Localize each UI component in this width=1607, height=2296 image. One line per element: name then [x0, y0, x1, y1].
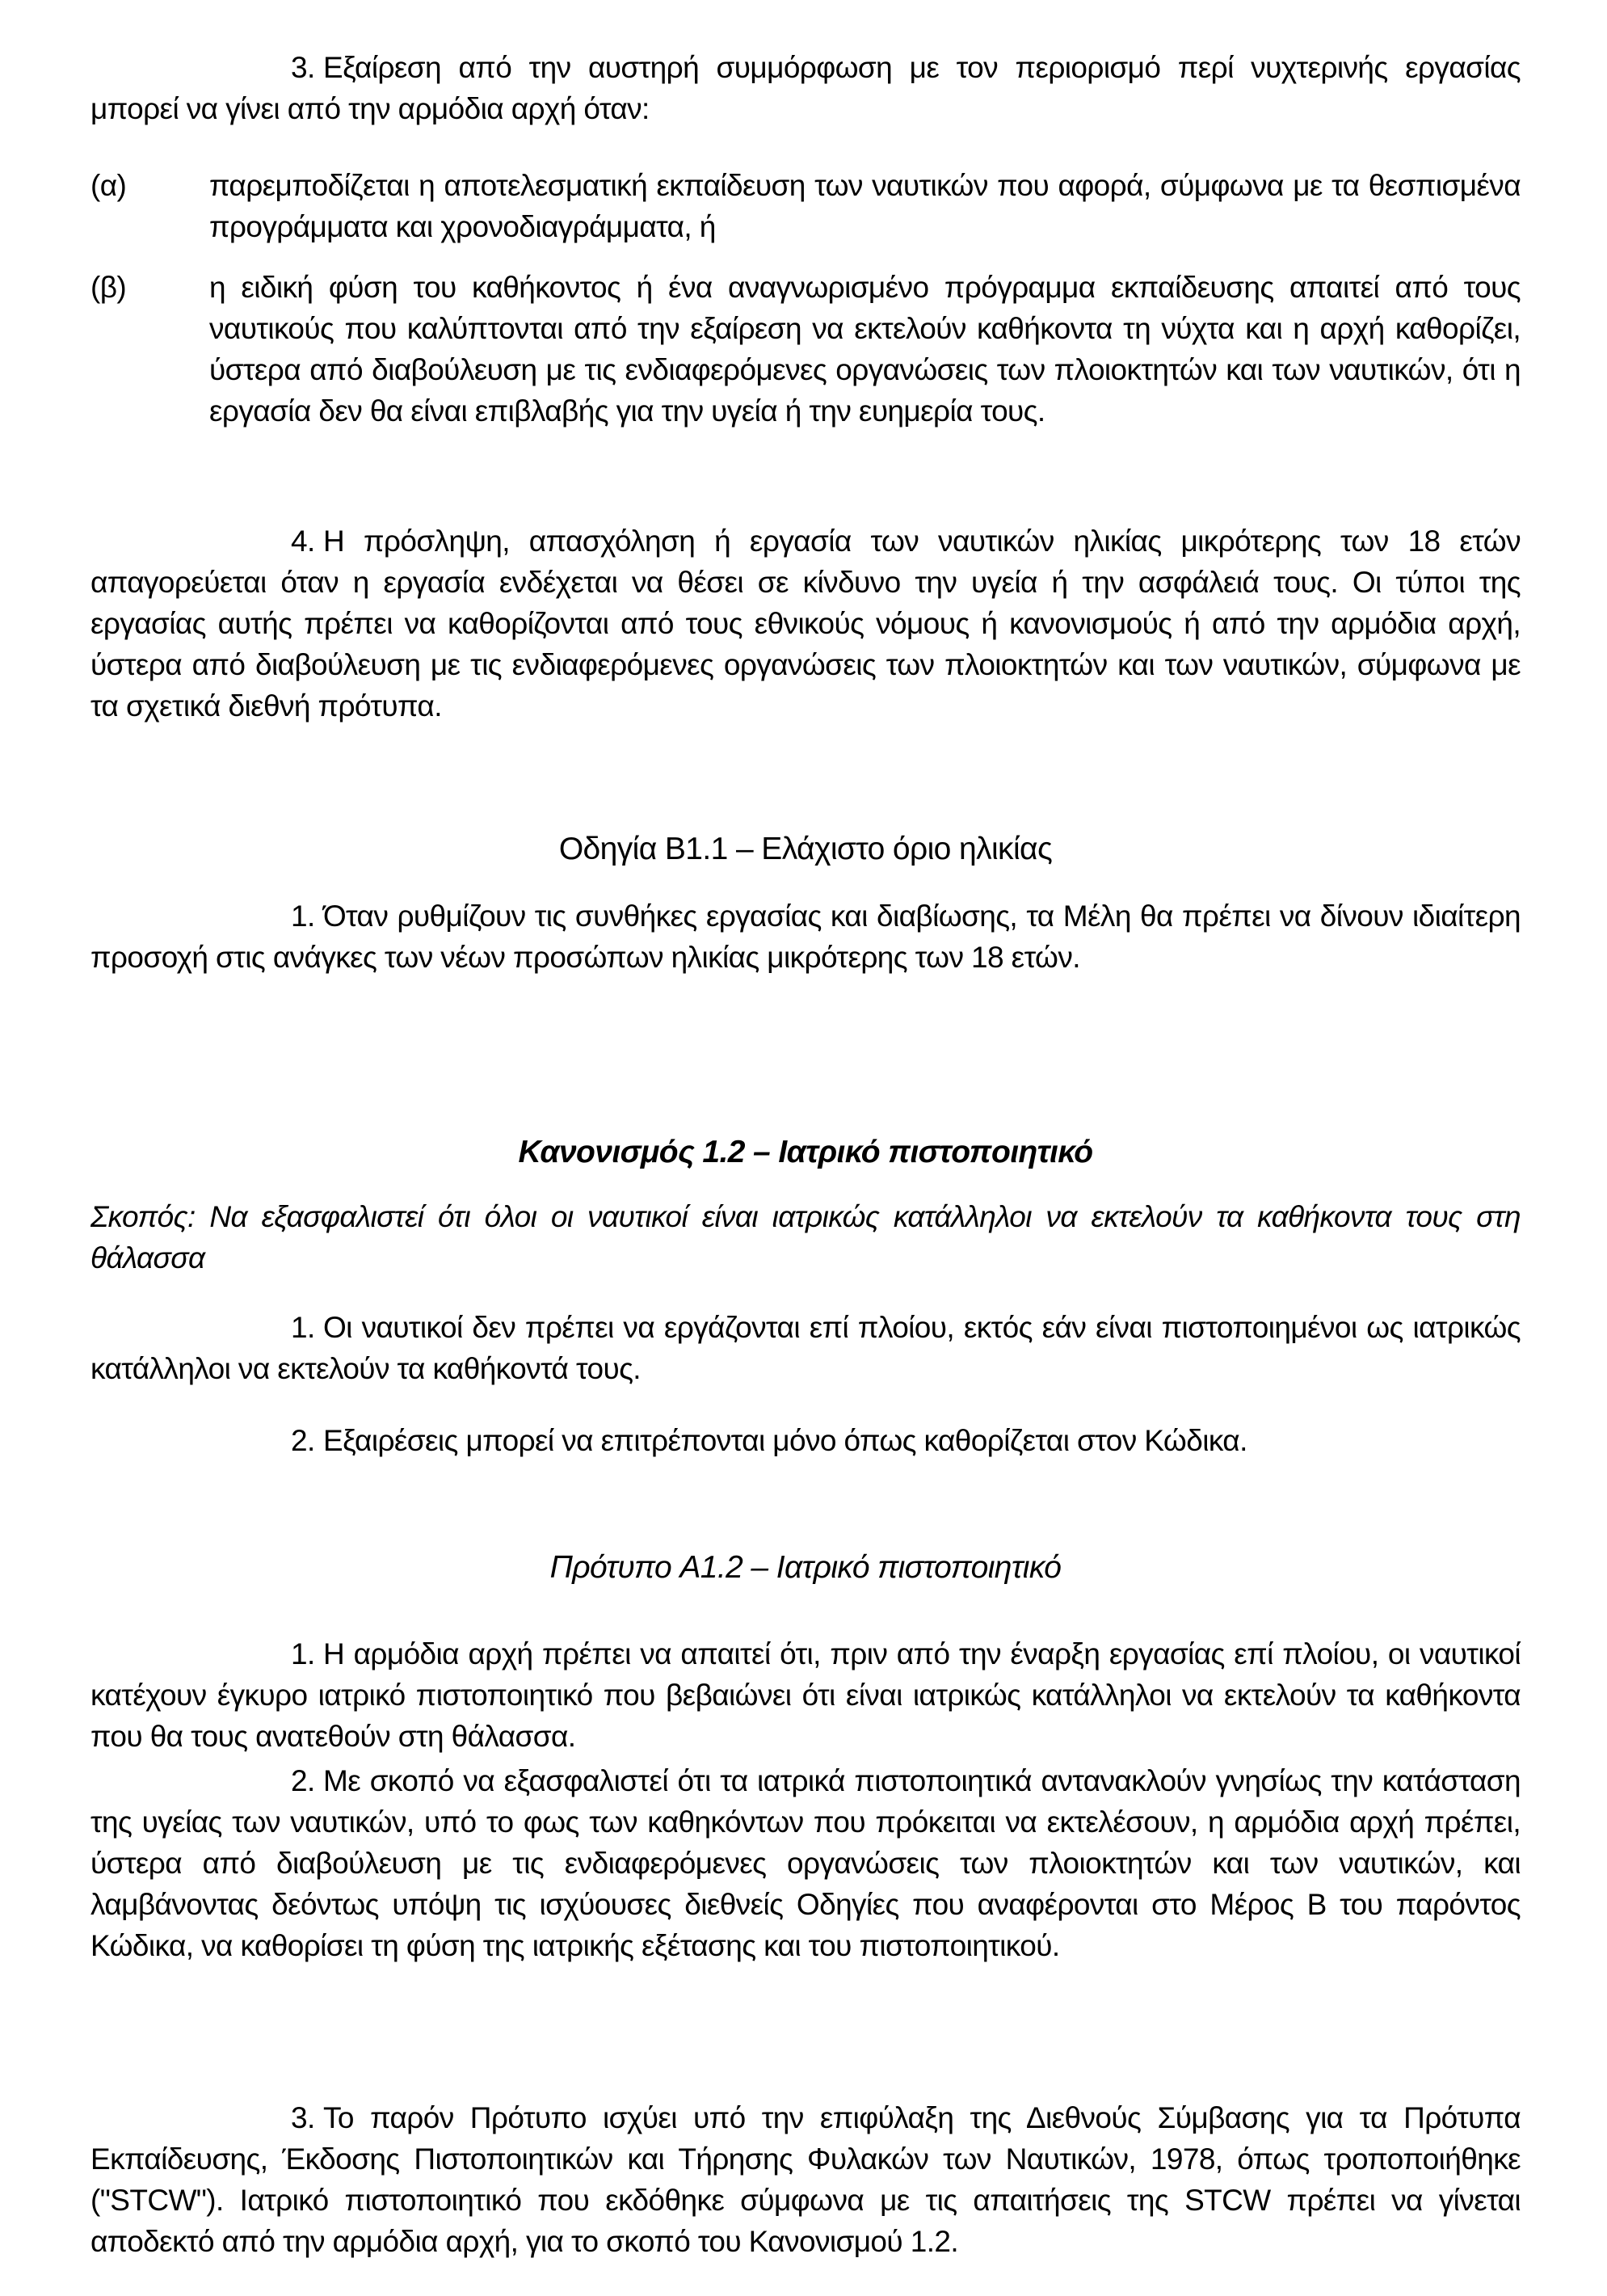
- list-item-a: [90, 165, 1521, 247]
- paragraph-number: 1.: [291, 1311, 315, 1344]
- paragraph-text: Το παρόν Πρότυπο ισχύει υπό την επιφύλαξη της Διεθνούς Σύμβασης για τα Πρότυπα Εκπαίδευσης, Έκδοσης Πιστοποιητικών και Τήρησης Φυλακών των Ναυτικών, 1978, όπως τροποποιήθηκε ("STCW"). Ιατρικό πιστοποιητικό που εκδόθηκε σύμφωνα με τις απαιτήσεις της STCW πρέπει να γίνεται αποδεκτό από την αρμόδια αρχή, για το σκοπό του Κανονισμού 1.2.: [90, 2101, 1521, 2258]
- standard-heading: Πρότυπο A1.2 – Ιατρικό πιστοποιητικό: [549, 1550, 1062, 1585]
- paragraph-text: Όταν ρυθμίζουν τις συνθήκες εργασίας και διαβίωσης, τα Μέλη θα πρέπει να δίνουν ιδιαίτερη προσοχή στις ανάγκες των νέων προσώπων ηλικίας μικρότερης των 18 ετών.: [90, 899, 1521, 974]
- list-item-text: παρεμποδίζεται η αποτελεσματική εκπαίδευση των ναυτικών που αφορά, σύμφωνα με τα θεσπισμένα προγράμματα και χρονοδιαγράμματα, ή: [209, 169, 1521, 243]
- paragraph-text: Με σκοπό να εξασφαλιστεί ότι τα ιατρικά πιστοποιητικά αντανακλούν γνησίως την κατάσταση της υγείας των ναυτικών, υπό το φως των καθηκόντων που πρόκειται να εκτελέσουν, η αρμόδια αρχή πρέπει, ύστερα από διαβούλευση με τις ενδιαφερόμενες οργανώσεις των πλοιοκτητών και των ναυτικών, και λαμβάνοντας δεόντως υπόψη τις ισχύουσες διεθνείς Οδηγίες που αναφέρονται στο Μέρος Β του παρόντος Κώδικα, να καθορίσει τη φύση της ιατρικής εξέτασης και του πιστοποιητικού.: [90, 1764, 1521, 1962]
- regulation-purpose: Σκοπός: Να εξασφαλιστεί ότι όλοι οι ναυτικοί είναι ιατρικώς κατάλληλοι να εκτελούν τα καθήκοντα τους στη θάλασσα: [90, 1200, 1521, 1274]
- list-item-text: η ειδική φύση του καθήκοντος ή ένα αναγνωρισμένο πρόγραμμα εκπαίδευσης απαιτεί από τους ναυτικούς που καλύπτονται από την εξαίρεση να εκτελούν καθήκοντα τη νύχτα και η αρχή καθορίζει, ύστερα από διαβούλευση με τις ενδιαφερόμενες οργανώσεις των πλοιοκτητών και των ναυτικών, ότι η εργασία δεν θα είναι επιβλαβής για την υγεία ή την ευημερία τους.: [209, 271, 1521, 428]
- paragraph-3: [90, 47, 1521, 129]
- guideline-heading: Οδηγία B1.1 – Ελάχιστο όριο ηλικίας: [558, 832, 1053, 866]
- paragraph-number: 3.: [291, 2101, 315, 2134]
- list-item-b: [90, 267, 1521, 432]
- paragraph-number: 4.: [291, 524, 315, 558]
- guideline-paragraph-1: [90, 895, 1521, 978]
- standard-paragraph-1: [90, 1633, 1521, 1757]
- regulation-paragraph-2: [90, 1420, 1521, 1461]
- paragraph-number: 2.: [291, 1424, 315, 1457]
- paragraph-text: Η πρόσληψη, απασχόληση ή εργασία των ναυτικών ηλικίας μικρότερης των 18 ετών απαγορεύεται όταν η εργασία ενδέχεται να θέσει σε κίνδυνο την υγεία ή την ασφάλειά τους. Οι τύποι της εργασίας αυτής πρέπει να καθορίζονται από τους εθνικούς νόμους ή κανονισμούς ή από την αρμόδια αρχή, ύστερα από διαβούλευση με τις ενδιαφερόμενες οργανώσεις των πλοιοκτητών και των ναυτικών, σύμφωνα με τα σχετικά διεθνή πρότυπα.: [90, 524, 1521, 723]
- list-item-label: (β): [90, 271, 127, 304]
- paragraph-number: 1.: [291, 1637, 315, 1670]
- paragraph-number: 2.: [291, 1764, 315, 1797]
- paragraph-text: Εξαίρεση από την αυστηρή συμμόρφωση με τον περιορισμό περί νυχτερινής εργασίας μπορεί να γίνει από την αρμόδια αρχή όταν:: [90, 51, 1521, 125]
- paragraph-number: 1.: [291, 899, 315, 933]
- paragraph-text: Εξαιρέσεις μπορεί να επιτρέπονται μόνο όπως καθορίζεται στον Κώδικα.: [323, 1424, 1247, 1457]
- paragraph-number: 3.: [291, 51, 315, 84]
- list-item-label: (α): [90, 169, 127, 202]
- standard-paragraph-3: [90, 2097, 1521, 2262]
- paragraph-text: Οι ναυτικοί δεν πρέπει να εργάζονται επί πλοίου, εκτός εάν είναι πιστοποιημένοι ως ιατρικώς κατάλληλοι να εκτελούν τα καθήκοντά τους.: [90, 1311, 1521, 1385]
- paragraph-4: [90, 520, 1521, 727]
- regulation-heading: Κανονισμός 1.2 – Ιατρικό πιστοποιητικό: [518, 1135, 1093, 1169]
- regulation-paragraph-1: [90, 1307, 1521, 1389]
- standard-paragraph-2: [90, 1760, 1521, 1966]
- paragraph-text: Η αρμόδια αρχή πρέπει να απαιτεί ότι, πριν από την έναρξη εργασίας επί πλοίου, οι ναυτικοί κατέχουν έγκυρο ιατρικό πιστοποιητικό που βεβαιώνει ότι είναι ιατρικώς κατάλληλοι να εκτελούν τα καθήκοντα που θα τους ανατεθούν στη θάλασσα.: [90, 1637, 1521, 1753]
